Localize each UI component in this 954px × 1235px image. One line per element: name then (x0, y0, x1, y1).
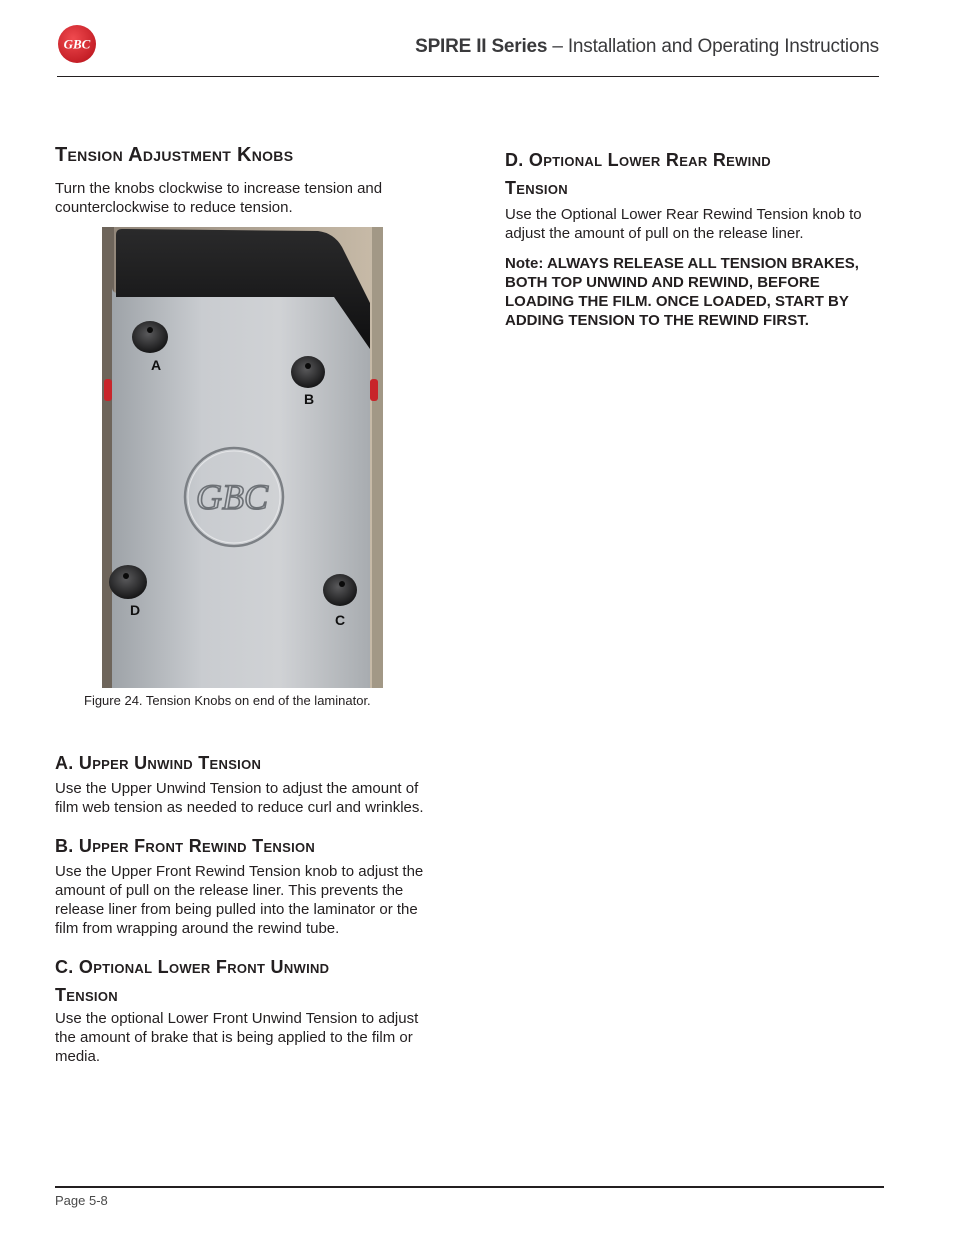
figure-caption: Figure 24. Tension Knobs on end of the laminator. (84, 693, 371, 708)
knob-label-c: C (335, 612, 346, 628)
gbc-logo (57, 24, 97, 64)
heading-upper-front-rewind: B. Upper Front Rewind Tension (55, 836, 316, 856)
knob-d-icon (109, 565, 147, 599)
header-divider (57, 76, 879, 77)
knob-c-icon (323, 574, 357, 606)
svg-text:GBC: GBC (196, 477, 268, 517)
heading-lower-front-unwind-line1: C. Optional Lower Front Unwind (55, 957, 330, 977)
knob-label-a: A (151, 357, 162, 373)
section-heading-tension-knobs: Tension Adjustment Knobs (55, 144, 294, 166)
heading-lower-front-unwind-line2: Tension (55, 985, 118, 1005)
figure-tension-knobs-photo (102, 227, 383, 688)
body-lower-front-unwind: Use the optional Lower Front Unwind Tension to adjust the amount of brake that is being applied to the film or media. (55, 1010, 419, 1065)
heading-lower-rear-rewind-line1: D. Optional Lower Rear Rewind (505, 150, 771, 170)
knob-b-icon (291, 356, 325, 388)
page-number: Page 5-8 (55, 1193, 108, 1208)
footer-divider (55, 1186, 884, 1188)
body-upper-unwind: Use the Upper Unwind Tension to adjust the amount of film web tension as needed to reduce curl and wrinkles. (55, 780, 424, 816)
knob-a-icon (132, 321, 168, 353)
heading-upper-unwind: A. Upper Unwind Tension (55, 753, 262, 773)
tension-note: Note: ALWAYS RELEASE ALL TENSION BRAKES, BOTH TOP UNWIND AND REWIND, BEFORE LOADING THE FILM. ONCE LOADED, START BY ADDING TENSION TO THE REWIND FIRST. (505, 255, 859, 329)
document-title: SPIRE II Series – Installation and Operating Instructions (415, 36, 879, 57)
right-column (505, 146, 885, 330)
svg-text:GBC: GBC (63, 36, 91, 52)
heading-lower-rear-rewind-line2: Tension (505, 178, 568, 198)
body-upper-front-rewind: Use the Upper Front Rewind Tension knob to adjust the amount of pull on the release liner. This prevents the release liner from being pulled into the laminator or the film from wrapping around the rewind tube. (55, 863, 424, 937)
intro-text: Turn the knobs clockwise to increase tension and counterclockwise to reduce tension. (55, 180, 383, 216)
knob-label-b: B (304, 391, 315, 407)
body-lower-rear-rewind: Use the Optional Lower Rear Rewind Tension knob to adjust the amount of pull on the release liner. (505, 206, 862, 242)
knob-label-d: D (130, 602, 141, 618)
